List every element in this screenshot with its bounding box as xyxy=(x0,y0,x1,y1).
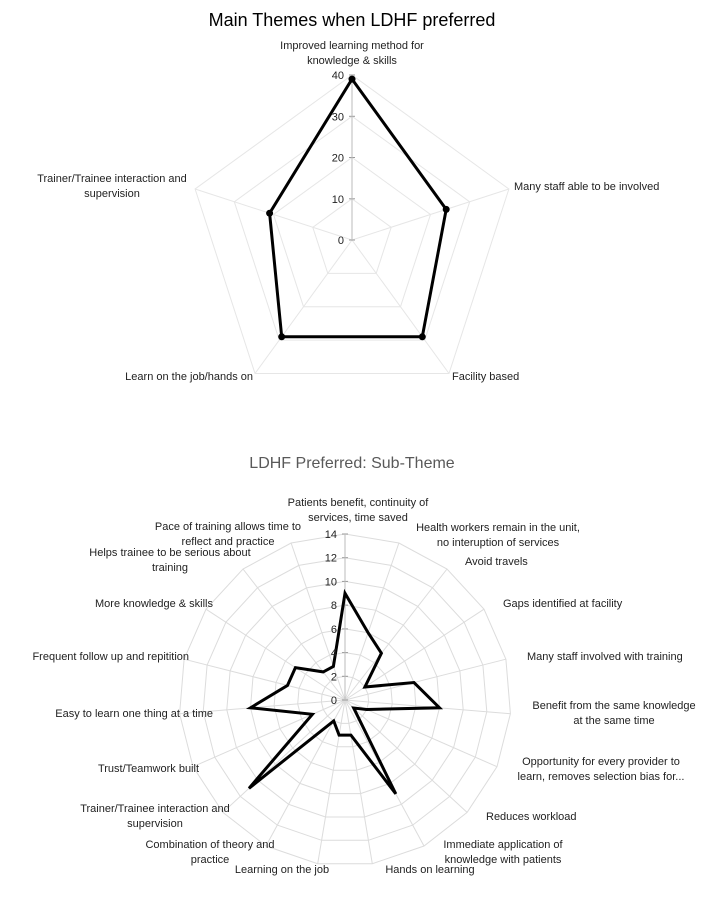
tick-label: 12 xyxy=(324,552,337,565)
tick-label: 20 xyxy=(331,152,344,165)
tick-label: 0 xyxy=(337,235,344,247)
category-label: Easy to learn one thing at a time xyxy=(55,708,213,720)
tick-label: 6 xyxy=(330,623,337,636)
tick-label: 4 xyxy=(330,647,337,660)
category-label: Many staff involved with training xyxy=(527,651,683,663)
category-label: Learn on the job/hands on xyxy=(125,371,253,383)
category-label: More knowledge & skills xyxy=(95,598,213,610)
category-label: Helps trainee to be serious about training xyxy=(89,547,251,574)
grid-spoke xyxy=(345,569,447,700)
series-line xyxy=(249,593,440,794)
tick-label: 10 xyxy=(331,193,344,206)
category-label: Trust/Teamwork built xyxy=(97,763,199,775)
category-label: Frequent follow up and repitition xyxy=(32,651,189,663)
chart-2-title: LDHF Preferred: Sub-Theme xyxy=(249,455,455,472)
tick-label: 8 xyxy=(330,600,337,613)
category-label: Patients benefit, continuity of services, time saved xyxy=(287,497,429,524)
category-label: Hands on learning xyxy=(385,864,475,876)
chart-1-title: Main Themes when LDHF preferred xyxy=(208,10,496,30)
grid-spoke xyxy=(345,700,467,812)
category-label: Health workers remain in the unit, no interuption of services xyxy=(416,522,580,549)
tick-label: 30 xyxy=(331,111,344,124)
category-label: Combination of theory and practice xyxy=(145,839,275,866)
grid-spoke xyxy=(223,700,345,812)
tick-label: 40 xyxy=(331,70,344,82)
category-label: Pace of training allows time to reflect and practice xyxy=(154,521,302,548)
category-label: Opportunity for every provider to learn, removes selection bias for... xyxy=(517,756,685,783)
category-label: Immediate application of knowledge with patients xyxy=(443,839,563,866)
tick-label: 14 xyxy=(324,529,337,541)
tick-label: 0 xyxy=(330,695,337,707)
category-label: Reduces workload xyxy=(486,811,577,823)
category-label: Gaps identified at facility xyxy=(503,598,623,610)
category-label: Learning on the job xyxy=(234,864,330,876)
tick-label: 10 xyxy=(324,576,337,589)
category-label: Avoid travels xyxy=(465,556,528,568)
category-label: Benefit from the same knowledge at the same time xyxy=(532,700,696,727)
grid-spoke xyxy=(184,659,345,700)
grid-spoke xyxy=(345,543,399,700)
category-label: Improved learning method for knowledge & skills xyxy=(280,40,424,67)
category-label: Trainer/Trainee interaction and supervision xyxy=(37,173,187,200)
category-label: Trainer/Trainee interaction and supervision xyxy=(80,803,230,830)
grid-spoke xyxy=(243,569,345,700)
category-label: Facility based xyxy=(452,371,520,383)
category-label: Many staff able to be involved xyxy=(514,181,660,193)
tick-label: 2 xyxy=(330,671,337,684)
